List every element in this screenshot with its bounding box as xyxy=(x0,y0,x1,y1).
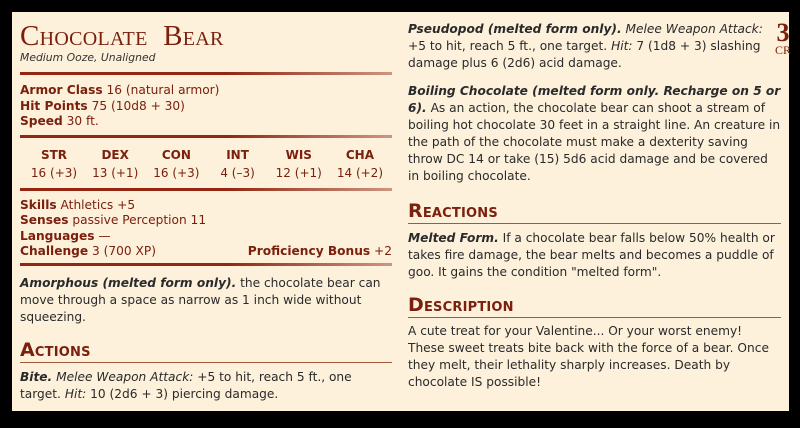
cr-badge xyxy=(773,18,793,57)
skills-label: Skills xyxy=(20,197,57,212)
hit-points xyxy=(20,99,392,115)
hit-points-label: Hit Points xyxy=(20,98,88,113)
tapered-rule xyxy=(20,135,392,138)
tapered-rule xyxy=(20,188,392,191)
action-pseudopod xyxy=(408,21,781,72)
action-attack-type: Melee Weapon Attack: xyxy=(56,369,194,384)
reaction-melted-form xyxy=(408,230,781,281)
trait-text: the chocolate bear can move through a space as narrow as 1 inch wide without squeezing. xyxy=(20,275,381,324)
action-name: Pseudopod (melted form only). xyxy=(408,22,622,36)
action-text: As an action, the chocolate bear can shoot a stream of boiling hot chocolate 30 feet in a straight line. An creature in the path of the chocolate must make a dexterity saving throw DC 14 or take (15) 5d6 acid damage and be covered in boiling chocolate. xyxy=(408,101,781,183)
senses-value: passive Perception 11 xyxy=(72,213,207,227)
languages xyxy=(20,229,392,245)
reaction-name: Melted Form. xyxy=(408,231,499,245)
stat-block-card xyxy=(12,12,789,411)
speed xyxy=(20,114,392,130)
cr-label: CR xyxy=(774,43,791,57)
speed-label: Speed xyxy=(20,114,63,128)
cr-number: 3 xyxy=(776,18,790,47)
proficiency-bonus-label: Proficiency Bonus xyxy=(247,244,371,258)
ability-scores xyxy=(20,146,392,182)
challenge xyxy=(20,244,156,260)
ability-score: 12 (+1) xyxy=(275,165,322,180)
reactions-heading: Reactions xyxy=(408,200,781,224)
reaction-text: If a chocolate bear falls below 50% health or takes fire damage, the bear melts and becomes a puddle of goo. It gains the condition "melted form". xyxy=(408,231,775,279)
tapered-rule xyxy=(20,72,392,75)
ability-abbr: CHA xyxy=(345,147,374,162)
action-name: Boiling Chocolate (melted form only. Recharge on 5 or 6). xyxy=(408,84,781,115)
creature-meta: Medium Ooze, Unaligned xyxy=(20,51,156,64)
trait-amorphous xyxy=(20,275,392,326)
action-hit-label: Hit: xyxy=(611,39,633,53)
action-hit-text: 10 (2d6 + 3) piercing damage. xyxy=(90,386,279,401)
ability-dex xyxy=(85,146,145,182)
armor-class-label: Armor Class xyxy=(20,83,103,97)
action-attack-text: +5 to hit, reach 5 ft., one target. xyxy=(20,369,352,401)
challenge-value: 3 (700 XP) xyxy=(92,244,156,258)
action-hit-text: 7 (1d8 + 3) slashing damage plus 6 (2d6) acid damage. xyxy=(408,39,761,70)
armor-class xyxy=(20,83,392,99)
ability-wis xyxy=(269,146,329,182)
ability-abbr: WIS xyxy=(285,147,312,162)
speed-value: 30 ft. xyxy=(66,114,99,128)
ability-abbr: INT xyxy=(226,147,249,162)
ability-score: 4 (–3) xyxy=(220,165,255,180)
stat-block-right-column xyxy=(408,12,791,391)
challenge-label: Challenge xyxy=(20,244,89,258)
challenge-row xyxy=(20,244,392,260)
action-attack-text: +5 to hit, reach 5 ft., one target. xyxy=(408,39,608,53)
ability-score: 16 (+3) xyxy=(30,165,78,180)
action-hit-label: Hit: xyxy=(64,386,87,401)
ability-score: 16 (+3) xyxy=(153,165,200,180)
languages-value: — xyxy=(98,228,111,243)
ability-score: 13 (+1) xyxy=(92,165,139,180)
description-text: A cute treat for your Valentine... Or your worst enemy! These sweet treats bite back with the force of a bear. Once they melt, their lethality sharply increases. Death by chocolate IS possible! xyxy=(408,324,769,389)
trait-name: Amorphous (melted form only). xyxy=(20,275,237,290)
hit-points-value: 75 (10d8 + 30) xyxy=(91,98,185,113)
languages-label: Languages xyxy=(20,228,95,243)
senses xyxy=(20,213,392,229)
skills-value: Athletics +5 xyxy=(60,197,136,212)
proficiency-bonus xyxy=(248,244,392,260)
armor-class-value: 16 (natural armor) xyxy=(106,83,220,97)
actions-heading: Actions xyxy=(20,339,392,363)
action-attack-type: Melee Weapon Attack: xyxy=(625,22,763,36)
ability-con xyxy=(146,146,206,182)
tapered-rule xyxy=(20,263,392,266)
stat-block-left-column xyxy=(20,12,392,403)
ability-score: 14 (+2) xyxy=(336,165,383,180)
ability-int xyxy=(208,146,268,182)
proficiency-bonus-value: +2 xyxy=(374,244,392,258)
action-bite xyxy=(20,369,392,403)
ability-abbr: DEX xyxy=(101,147,129,162)
ability-str xyxy=(24,146,84,182)
action-name: Bite. xyxy=(20,369,53,384)
skills xyxy=(20,198,392,214)
ability-abbr: CON xyxy=(161,147,191,162)
senses-label: Senses xyxy=(20,213,69,227)
description-heading: Description xyxy=(408,294,781,318)
ability-abbr: STR xyxy=(40,147,68,162)
creature-name: Chocolate Bear xyxy=(20,20,224,52)
action-boiling-chocolate xyxy=(408,83,781,185)
ability-cha xyxy=(330,146,390,182)
